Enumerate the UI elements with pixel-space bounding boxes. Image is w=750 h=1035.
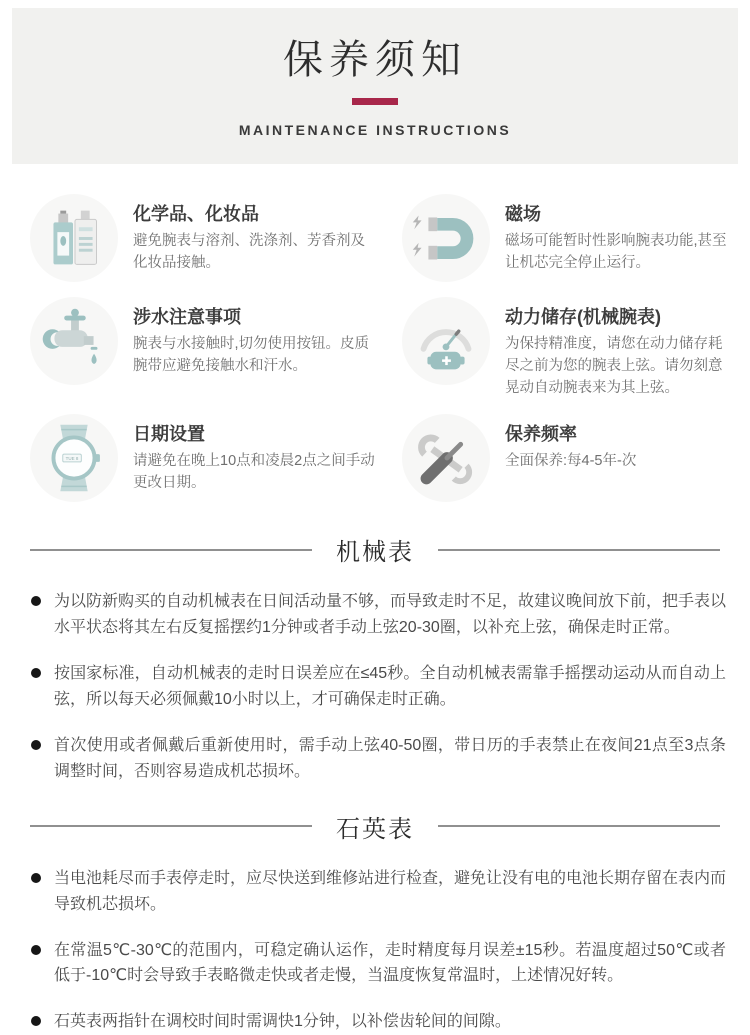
bullet-text: 在常温5℃-30℃的范围内，可稳定确认运作，走时精度每月误差±15秒。若温度超过50℃或者低于-10℃时会导致手表略微走快或者走慢，当温度恢复常温时，上述情况好转。: [54, 941, 726, 985]
feature-service-frequency: [402, 414, 732, 502]
list-item: [30, 661, 726, 713]
page-header: [12, 8, 738, 164]
feature-title: 日期设置: [133, 424, 205, 445]
bullet-dot: [31, 873, 41, 883]
feature-title: 保养频率: [505, 424, 577, 445]
feature-title: 化学品、化妆品: [133, 204, 259, 224]
quartz-bullet-list: [0, 850, 750, 1035]
section-header-quartz: [30, 809, 720, 844]
tools-icon: [402, 414, 490, 502]
section-title-quartz: 石英表: [336, 815, 414, 843]
feature-grid: [0, 164, 750, 508]
bullet-text: 按国家标准，自动机械表的走时日误差应在≤45秒。全自动机械表需靠手摇摆动运动从而自动上弦，所以每天必须佩戴10小时以上，才可确保走时正确。: [54, 665, 726, 708]
feature-desc: 全面保养:每4-5年-次: [505, 453, 637, 470]
feature-chemicals: [30, 194, 402, 282]
bullet-text: 为以防新购买的自动机械表在日间活动量不够，而导致走时不足，故建议晚间放下前，把手表以水平状态将其左右反复摇摆约1分钟或者手动上弦20-30圈，以补充上弦，确保走时正常。: [54, 593, 727, 637]
page-subtitle: MAINTENANCE INSTRUCTIONS: [238, 122, 512, 138]
feature-desc: 腕表与水接触时,切勿使用按钮。皮质腕带应避免接触水和汗水。: [133, 336, 370, 374]
feature-title: 涉水注意事项: [133, 307, 241, 327]
feature-desc: 磁场可能暂时性影响腕表功能,甚至让机芯完全停止运行。: [505, 233, 727, 271]
divider-line: [438, 825, 720, 827]
bullet-dot: [31, 596, 41, 606]
feature-magnetic-field: [402, 194, 732, 282]
magnet-icon: [402, 194, 490, 282]
feature-title: 磁场: [505, 204, 541, 224]
bottles-icon: [30, 194, 118, 282]
bullet-dot: [31, 1016, 41, 1026]
feature-desc: 避免腕表与溶剂、洗涤剂、芳香剂及化妆品接触。: [133, 233, 365, 271]
list-item: [30, 589, 726, 641]
feature-desc: 请避免在晚上10点和凌晨2点之间手动更改日期。: [133, 453, 375, 491]
section-title-mechanical: 机械表: [336, 539, 414, 567]
watch-date-label: TUE 8: [65, 456, 79, 462]
section-header-mechanical: [30, 532, 720, 567]
feature-power-reserve: [402, 297, 732, 399]
list-item: [30, 866, 726, 918]
bullet-text: 石英表两指针在调校时间时需调快1分钟，以补偿齿轮间的间隙。: [54, 1013, 511, 1031]
feature-date-setting: [30, 414, 402, 502]
list-item: [30, 733, 726, 785]
feature-desc: 为保持精准度，请您在动力储存耗尽之前为您的腕表上弦。请勿刻意晃动自动腕表来为其上弦。: [505, 336, 723, 396]
bullet-dot: [31, 668, 41, 678]
divider-line: [30, 549, 312, 551]
mechanical-bullet-list: [0, 573, 750, 784]
bullet-dot: [31, 740, 41, 750]
faucet-icon: [30, 297, 118, 385]
divider-line: [30, 825, 312, 827]
list-item: [30, 1009, 726, 1035]
bullet-text: 当电池耗尽而手表停走时，应尽快送到维修站进行检查，避免让没有电的电池长期存留在表内而导致机芯损坏。: [54, 869, 727, 913]
bullet-text: 首次使用或者佩戴后重新使用时，需手动上弦40-50圈，带日历的手表禁止在夜间21点至3点条调整时间，否则容易造成机芯损坏。: [54, 736, 726, 780]
title-accent-bar: [352, 98, 398, 105]
page-title: 保养须知: [283, 38, 467, 82]
power-reserve-icon: [402, 297, 490, 385]
watch-date-icon: [30, 414, 118, 502]
list-item: [30, 938, 726, 990]
divider-line: [438, 549, 720, 551]
feature-water-exposure: [30, 297, 402, 399]
feature-title: 动力储存(机械腕表): [505, 307, 661, 327]
